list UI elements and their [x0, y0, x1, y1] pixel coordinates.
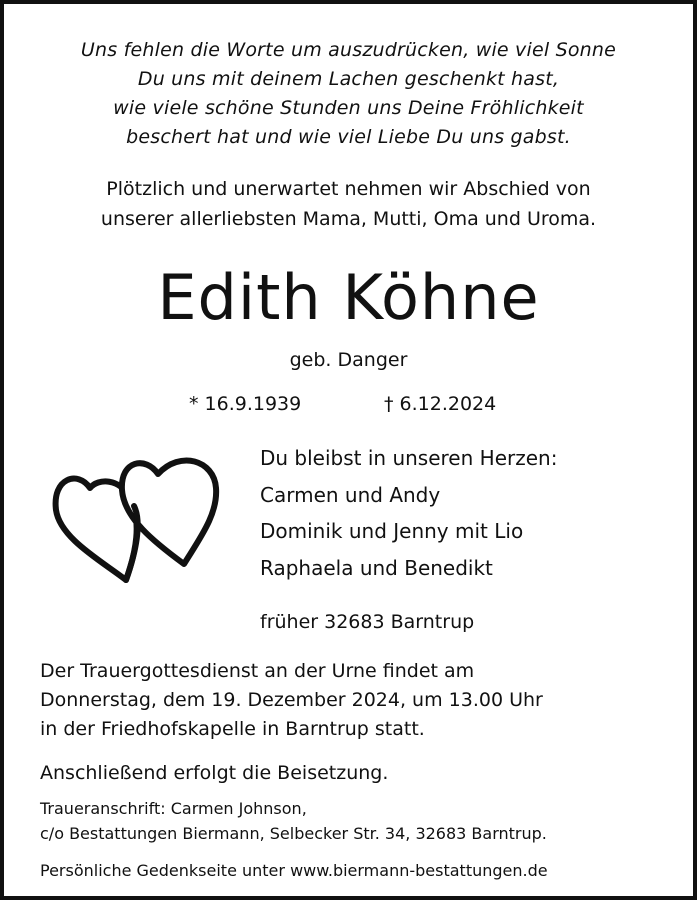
intro-line: Plötzlich und unerwartet nehmen wir Abschied von: [106, 178, 591, 200]
service-line: in der Friedhofskapelle in Barntrup statt.: [40, 718, 425, 740]
mourners-heading: Du bleibst in unseren Herzen:: [260, 446, 558, 470]
death-date: † 6.12.2024: [384, 393, 497, 415]
address-line: Traueranschrift: Carmen Johnson,: [40, 799, 307, 818]
burial-info: Anschließend erfolgt die Beisetzung.: [40, 762, 389, 784]
intro-line: unserer allerliebsten Mama, Mutti, Oma und Uroma.: [100, 208, 597, 230]
former-residence: früher 32683 Barntrup: [260, 611, 475, 633]
poem-line: wie viele schöne Stunden uns Deine Fröhlichkeit: [113, 97, 584, 119]
mourners-list: [260, 440, 557, 586]
service-info: [40, 657, 543, 744]
mourner-line: Raphaela und Benedikt: [260, 555, 493, 580]
poem-line: beschert hat und wie viel Liebe Du uns gabst.: [126, 126, 571, 148]
memorial-page-note: Persönliche Gedenkseite unter www.biermann-bestattungen.de: [40, 861, 548, 880]
address-line: c/o Bestattungen Biermann, Selbecker Str. 34, 32683 Barntrup.: [40, 824, 547, 843]
birth-date: * 16.9.1939: [189, 393, 302, 415]
mourner-line: Dominik und Jenny mit Lio: [260, 519, 524, 543]
poem-line: Du uns mit deinem Lachen geschenkt hast,: [137, 68, 560, 90]
mourning-address: [40, 796, 547, 846]
intro-text: [4, 174, 693, 234]
maiden-name: geb. Danger: [289, 349, 408, 371]
mourner-line: Carmen und Andy: [260, 482, 441, 507]
poem-line: Uns fehlen die Worte um auszudrücken, wie viel Sonne: [80, 39, 617, 61]
service-line: Der Trauergottesdienst an der Urne findet am: [40, 660, 475, 682]
poem: [4, 36, 693, 152]
two-hearts-icon: [50, 452, 228, 586]
service-line: Donnerstag, dem 19. Dezember 2024, um 13.00 Uhr: [40, 689, 543, 711]
deceased-name: Edith Köhne: [157, 261, 540, 334]
